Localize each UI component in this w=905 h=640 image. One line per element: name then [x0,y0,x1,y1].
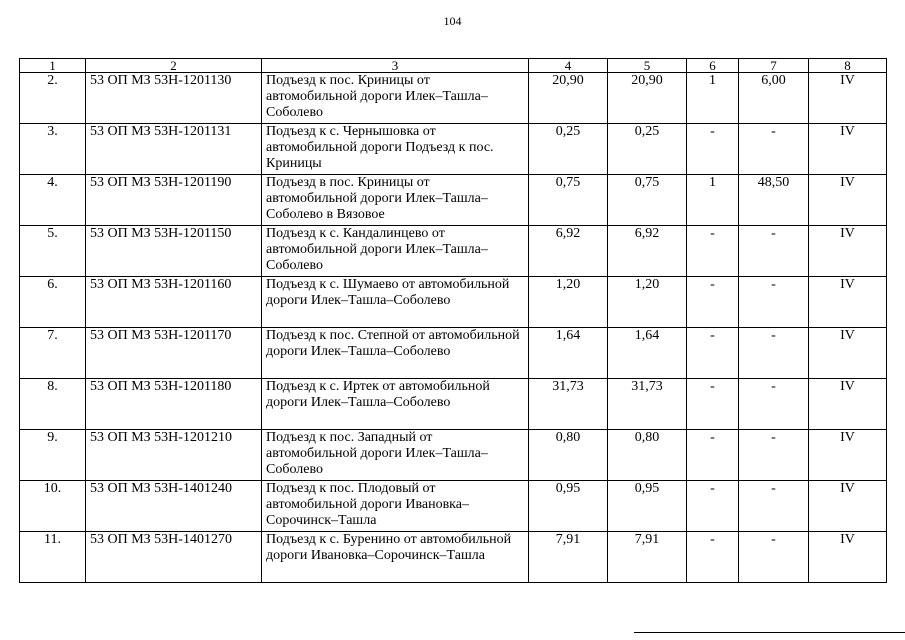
table-row [20,124,887,175]
value-col-5: 0,75 [608,175,687,226]
row-number: 7. [20,328,86,379]
table-row [20,532,887,583]
road-code: 53 ОП МЗ 53Н-1201190 [86,175,262,226]
value-col-4: 0,80 [529,430,608,481]
road-name: Подъезд к пос. Западный от автомобильной дороги Илек–Ташла–Соболево [262,430,529,481]
value-col-4: 0,75 [529,175,608,226]
road-name: Подъезд к с. Кандалинцево от автомобильной дороги Илек–Ташла–Соболево [262,226,529,277]
road-code: 53 ОП МЗ 53Н-1201180 [86,379,262,430]
column-header: 6 [687,59,739,73]
road-code: 53 ОП МЗ 53Н-1201160 [86,277,262,328]
value-col-6: - [687,277,739,328]
road-category: IV [809,124,887,175]
column-header: 1 [20,59,86,73]
value-col-5: 0,95 [608,481,687,532]
value-col-5: 1,20 [608,277,687,328]
road-category: IV [809,379,887,430]
value-col-4: 0,25 [529,124,608,175]
table-row [20,430,887,481]
value-col-6: - [687,226,739,277]
value-col-4: 31,73 [529,379,608,430]
table-row [20,73,887,124]
value-col-6: - [687,328,739,379]
bottom-divider [634,632,905,633]
road-category: IV [809,481,887,532]
value-col-7: 48,50 [739,175,809,226]
page-number: 104 [443,14,462,28]
value-col-4: 1,20 [529,277,608,328]
row-number: 11. [20,532,86,583]
road-name: Подъезд в пос. Криницы от автомобильной дороги Илек–Ташла–Соболево в Вязовое [262,175,529,226]
column-header: 3 [262,59,529,73]
value-col-6: - [687,430,739,481]
row-number: 9. [20,430,86,481]
value-col-4: 20,90 [529,73,608,124]
value-col-5: 1,64 [608,328,687,379]
table-row [20,379,887,430]
road-code: 53 ОП МЗ 53Н-1201170 [86,328,262,379]
column-header: 5 [608,59,687,73]
road-name: Подъезд к пос. Степной от автомобильной дороги Илек–Ташла–Соболево [262,328,529,379]
road-code: 53 ОП МЗ 53Н-1401270 [86,532,262,583]
value-col-6: - [687,379,739,430]
road-code: 53 ОП МЗ 53Н-1201130 [86,73,262,124]
road-name: Подъезд к с. Иртек от автомобильной дороги Илек–Ташла–Соболево [262,379,529,430]
value-col-6: 1 [687,175,739,226]
row-number: 4. [20,175,86,226]
road-name: Подъезд к пос. Плодовый от автомобильной дороги Ивановка–Сорочинск–Ташла [262,481,529,532]
table-row [20,328,887,379]
row-number: 8. [20,379,86,430]
column-header: 2 [86,59,262,73]
value-col-5: 31,73 [608,379,687,430]
road-category: IV [809,277,887,328]
value-col-7: - [739,481,809,532]
value-col-6: 1 [687,73,739,124]
table-row [20,226,887,277]
value-col-5: 6,92 [608,226,687,277]
value-col-7: - [739,124,809,175]
column-header: 4 [529,59,608,73]
road-code: 53 ОП МЗ 53Н-1201131 [86,124,262,175]
value-col-7: - [739,226,809,277]
value-col-7: - [739,532,809,583]
value-col-6: - [687,532,739,583]
value-col-5: 7,91 [608,532,687,583]
road-category: IV [809,73,887,124]
road-name: Подъезд к с. Буренино от автомобильной дороги Ивановка–Сорочинск–Ташла [262,532,529,583]
value-col-6: - [687,481,739,532]
value-col-5: 20,90 [608,73,687,124]
road-category: IV [809,532,887,583]
row-number: 3. [20,124,86,175]
value-col-5: 0,25 [608,124,687,175]
road-category: IV [809,226,887,277]
road-name: Подъезд к с. Шумаево от автомобильной дороги Илек–Ташла–Соболево [262,277,529,328]
road-category: IV [809,328,887,379]
value-col-4: 6,92 [529,226,608,277]
road-code: 53 ОП МЗ 53Н-1201150 [86,226,262,277]
table-row [20,175,887,226]
value-col-5: 0,80 [608,430,687,481]
value-col-4: 0,95 [529,481,608,532]
road-category: IV [809,175,887,226]
value-col-7: - [739,430,809,481]
column-header: 7 [739,59,809,73]
value-col-7: - [739,277,809,328]
row-number: 2. [20,73,86,124]
row-number: 6. [20,277,86,328]
road-code: 53 ОП МЗ 53Н-1201210 [86,430,262,481]
value-col-4: 1,64 [529,328,608,379]
road-name: Подъезд к с. Чернышовка от автомобильной дороги Подъезд к пос. Криницы [262,124,529,175]
value-col-7: 6,00 [739,73,809,124]
column-header: 8 [809,59,887,73]
road-name: Подъезд к пос. Криницы от автомобильной дороги Илек–Ташла–Соболево [262,73,529,124]
table-row [20,277,887,328]
row-number: 10. [20,481,86,532]
table-header-row [20,59,887,73]
road-category: IV [809,430,887,481]
table-row [20,481,887,532]
value-col-4: 7,91 [529,532,608,583]
value-col-6: - [687,124,739,175]
row-number: 5. [20,226,86,277]
road-code: 53 ОП МЗ 53Н-1401240 [86,481,262,532]
value-col-7: - [739,328,809,379]
value-col-7: - [739,379,809,430]
roads-table [19,58,887,583]
